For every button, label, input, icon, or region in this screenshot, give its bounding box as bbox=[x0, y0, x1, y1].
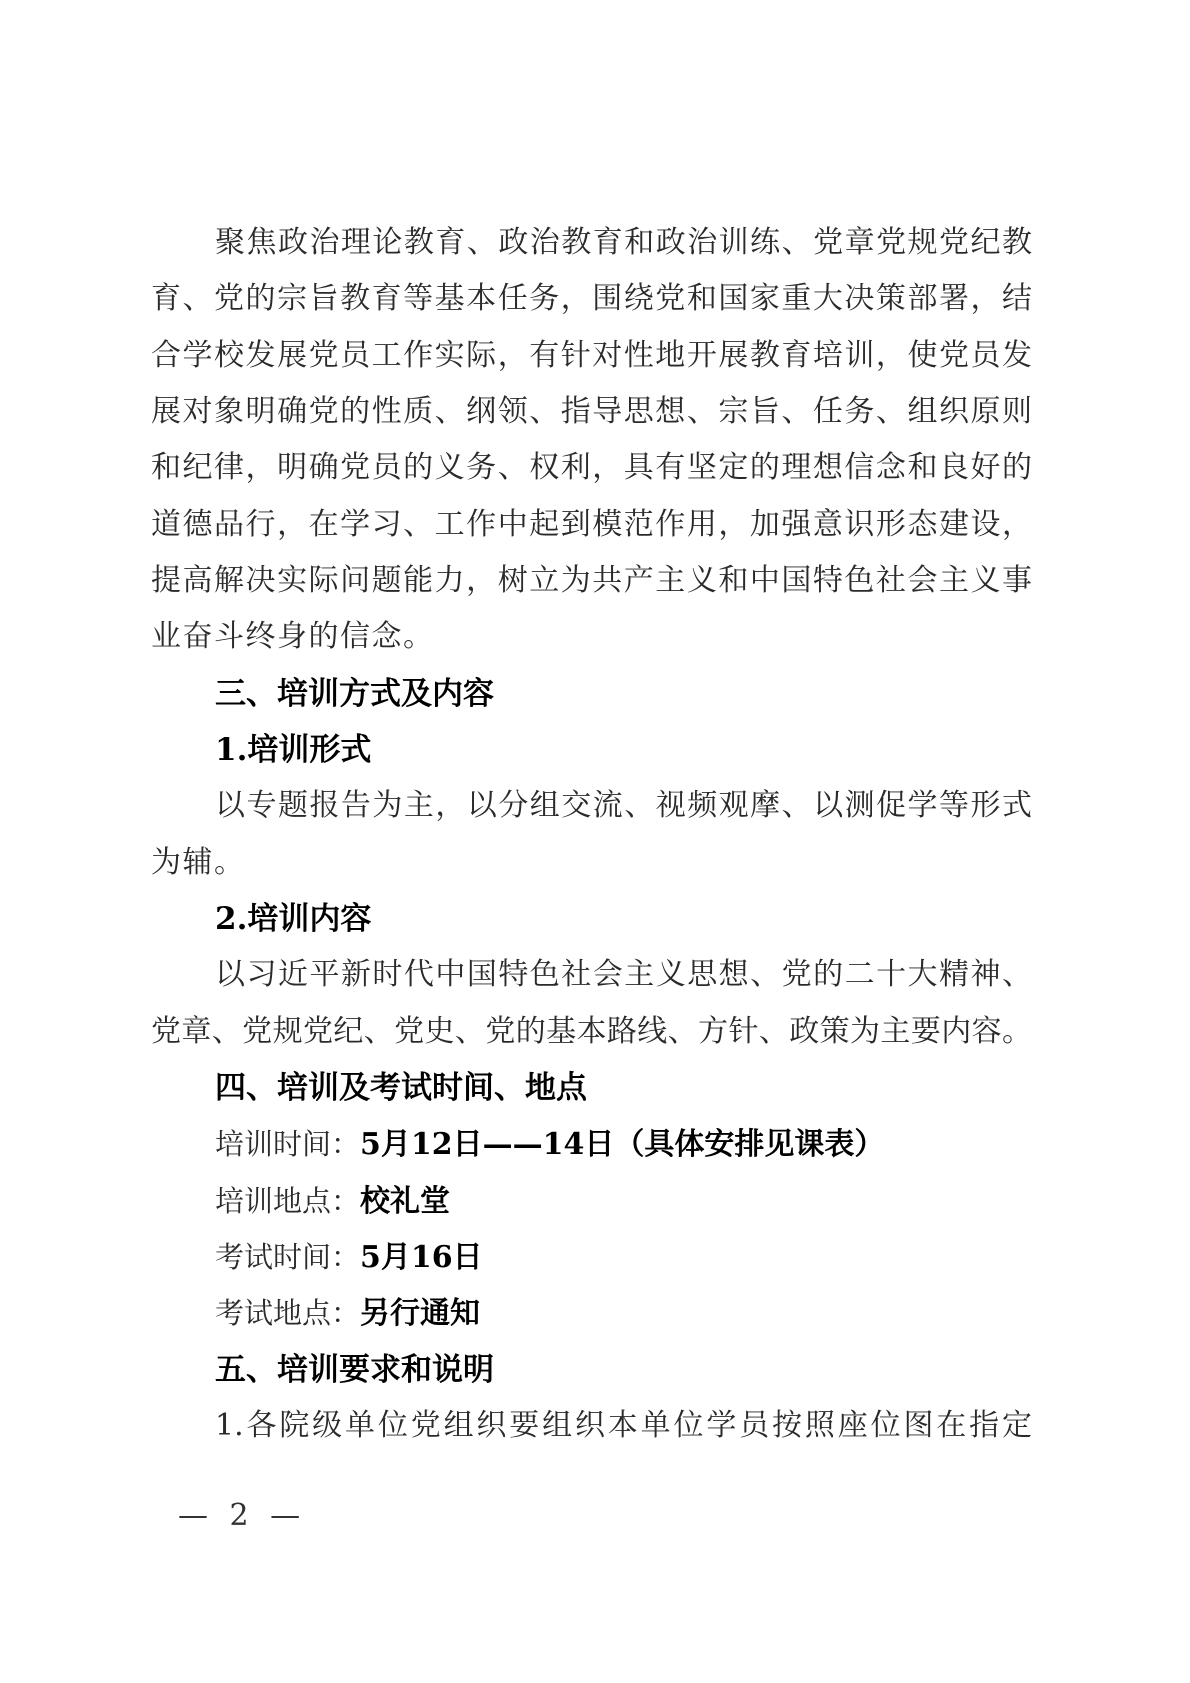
paragraph-line: 和纪律，明确党员的义务、权利，具有坚定的理想信念和良好的 bbox=[151, 450, 1032, 485]
subsection-heading: 2.培训内容 bbox=[215, 901, 372, 937]
subsection-heading: 1.培训形式 bbox=[215, 732, 372, 768]
paragraph-line: 提高解决实际问题能力，树立为共产主义和中国特色社会主义事 bbox=[151, 563, 1032, 598]
page-number: — 2 — bbox=[178, 1498, 307, 1533]
schedule-item bbox=[215, 1285, 1032, 1341]
paragraph-line: 以专题报告为主，以分组交流、视频观摩、以测促学等形式 bbox=[215, 788, 1032, 823]
schedule-item bbox=[215, 1116, 1032, 1172]
section-heading: 四、培训及考试时间、地点 bbox=[215, 1070, 587, 1106]
paragraph-line: 育、党的宗旨教育等基本任务，围绕党和国家重大决策部署，结 bbox=[151, 281, 1032, 316]
item-label: 培训地点： bbox=[215, 1184, 361, 1218]
paragraph-line: 以习近平新时代中国特色社会主义思想、党的二十大精神、 bbox=[215, 957, 1032, 992]
paragraph-line: 党章、党规党纪、党史、党的基本路线、方针、政策为主要内容。 bbox=[151, 1014, 1032, 1049]
paragraph-line: 业奋斗终身的信念。 bbox=[151, 619, 435, 654]
item-label: 考试时间： bbox=[215, 1240, 361, 1274]
section-heading: 三、培训方式及内容 bbox=[215, 676, 494, 712]
paragraph-line: 展对象明确党的性质、纲领、指导思想、宗旨、任务、组织原则 bbox=[151, 394, 1032, 429]
schedule-item bbox=[215, 1173, 1032, 1229]
item-value: 另行通知 bbox=[360, 1296, 481, 1331]
paragraph-line: 合学校发展党员工作实际，有针对性地开展教育培训，使党员发 bbox=[151, 338, 1032, 373]
paragraph-line: 1.各院级单位党组织要组织本单位学员按照座位图在指定 bbox=[215, 1408, 1032, 1443]
schedule-item bbox=[215, 1229, 1032, 1285]
paragraph-line: 道德品行，在学习、工作中起到模范作用，加强意识形态建设， bbox=[151, 507, 1032, 542]
paragraph-line: 聚焦政治理论教育、政治教育和政治训练、党章党规党纪教 bbox=[215, 225, 1032, 260]
section-heading: 五、培训要求和说明 bbox=[215, 1352, 494, 1388]
item-value: 校礼堂 bbox=[360, 1184, 451, 1219]
item-label: 培训时间： bbox=[215, 1127, 361, 1161]
item-label: 考试地点： bbox=[215, 1296, 361, 1330]
paragraph-line: 为辅。 bbox=[151, 845, 246, 880]
item-value: 5月16日 bbox=[360, 1240, 483, 1275]
item-value: 5月12日——14日（具体安排见课表） bbox=[360, 1127, 885, 1162]
